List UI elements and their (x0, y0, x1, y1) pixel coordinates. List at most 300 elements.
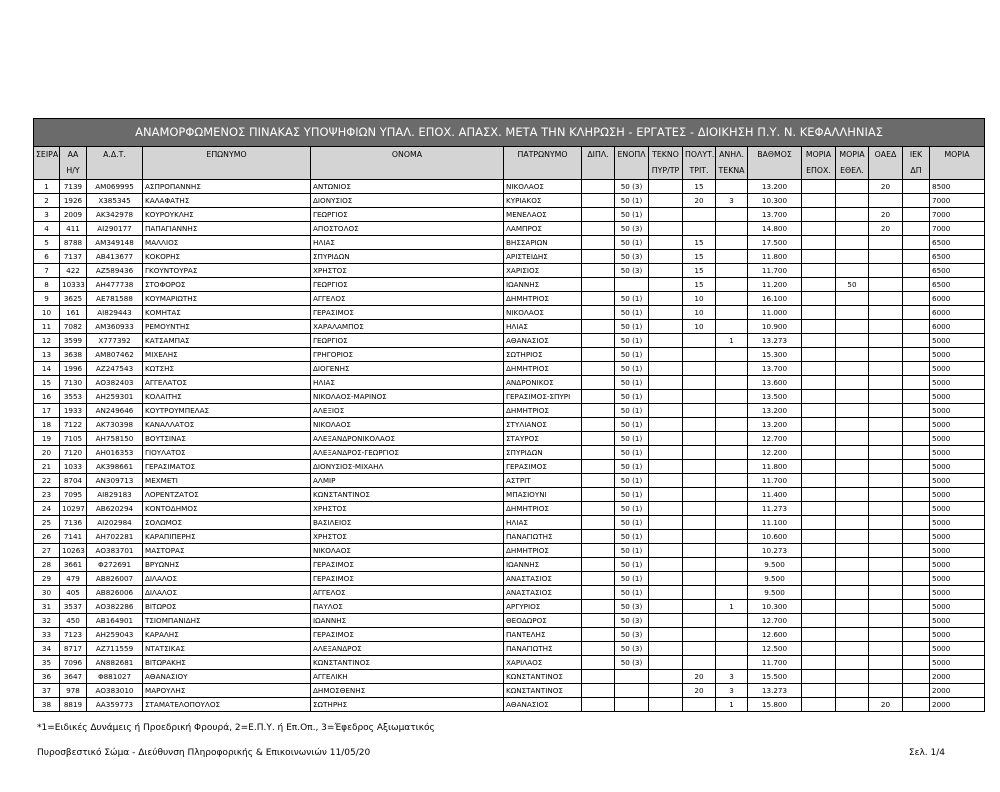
cell-moria-ethel (836, 488, 869, 502)
cell-adt: ΑΚ730398 (87, 418, 143, 432)
cell-patronymo: ΜΠΑΣΙΟΥΝΙ (504, 488, 582, 502)
cell-moria-ethel (836, 460, 869, 474)
table-row (34, 390, 985, 404)
cell-anil-tekna: 3 (716, 684, 748, 698)
cell-eponymo: ΚΟΥΡΟΥΚΛΗΣ (143, 208, 311, 222)
cell-patronymo: ΓΕΡΑΣΙΜΟΣ (504, 460, 582, 474)
cell-tekno-pyr (649, 418, 683, 432)
cell-adt: ΑΙ202984 (87, 516, 143, 530)
cell-patronymo: ΠΑΝΑΓΙΩΤΗΣ (504, 642, 582, 656)
cell-patronymo: ΑΘΑΝΑΣΙΟΣ (504, 698, 582, 712)
cell-vathmos: 10.273 (748, 544, 802, 558)
cell-adt: ΑΟ382403 (87, 376, 143, 390)
cell-oaed (869, 488, 903, 502)
cell-onoma: ΓΕΡΑΣΙΜΟΣ (311, 572, 504, 586)
cell-dipl (582, 586, 615, 600)
cell-moria-ethel (836, 236, 869, 250)
cell-moria-ethel (836, 558, 869, 572)
cell-moria-ethel (836, 586, 869, 600)
cell-moria-ethel (836, 390, 869, 404)
cell-adt: ΑΒ164901 (87, 614, 143, 628)
cell-onoma: ΧΡΗΣΤΟΣ (311, 530, 504, 544)
cell-oaed (869, 544, 903, 558)
cell-anil-tekna (716, 306, 748, 320)
cell-patronymo: ΔΗΜΗΤΡΙΟΣ (504, 362, 582, 376)
cell-eponymo: ΜΕΧΜΕΤΙ (143, 474, 311, 488)
cell-seira: 18 (34, 418, 60, 432)
cell-eponymo: ΚΟΚΟΡΗΣ (143, 250, 311, 264)
cell-vathmos: 10.300 (748, 194, 802, 208)
cell-aa-hy: 7105 (60, 432, 87, 446)
header-moria-epox-sub: ΕΠΟΧ. (802, 163, 836, 180)
cell-tekno-pyr (649, 404, 683, 418)
cell-polyt-trit (683, 404, 716, 418)
cell-patronymo: ΣΤΑΥΡΟΣ (504, 432, 582, 446)
cell-moria-ethel (836, 474, 869, 488)
cell-patronymo: ΘΕΟΔΩΡΟΣ (504, 614, 582, 628)
cell-oaed (869, 530, 903, 544)
cell-seira: 32 (34, 614, 60, 628)
cell-adt: ΑΗ259301 (87, 390, 143, 404)
cell-onoma: ΑΛΕΞΑΝΔΡΟΝΙΚΟΛΑΟΣ (311, 432, 504, 446)
cell-patronymo: ΑΝΑΣΤΑΣΙΟΣ (504, 572, 582, 586)
cell-iek-dp (903, 614, 930, 628)
cell-enopl: 50 (3) (615, 180, 649, 194)
cell-tekno-pyr (649, 208, 683, 222)
cell-tekno-pyr (649, 264, 683, 278)
cell-aa-hy: 1933 (60, 404, 87, 418)
cell-enopl (615, 698, 649, 712)
cell-anil-tekna (716, 432, 748, 446)
cell-eponymo: ΓΙΟΥΛΑΤΟΣ (143, 446, 311, 460)
cell-anil-tekna (716, 586, 748, 600)
cell-moria: 6500 (930, 278, 985, 292)
cell-vathmos: 13.200 (748, 180, 802, 194)
cell-moria-ethel (836, 544, 869, 558)
header-tekno-pyr-sub: ΠΥΡ/ΤΡ (649, 163, 683, 180)
cell-eponymo: ΚΑΛΑΦΑΤΗΣ (143, 194, 311, 208)
cell-seira: 9 (34, 292, 60, 306)
cell-enopl: 50 (3) (615, 222, 649, 236)
table-row (34, 698, 985, 712)
cell-patronymo: ΣΩΤΗΡΙΟΣ (504, 348, 582, 362)
cell-vathmos: 13.200 (748, 404, 802, 418)
cell-eponymo: ΚΟΛΑΙΤΗΣ (143, 390, 311, 404)
cell-vathmos: 10.300 (748, 600, 802, 614)
cell-iek-dp (903, 236, 930, 250)
cell-iek-dp (903, 502, 930, 516)
table-row (34, 530, 985, 544)
cell-enopl: 50 (1) (615, 432, 649, 446)
cell-anil-tekna (716, 642, 748, 656)
header-patronymo-sub (504, 163, 582, 180)
cell-onoma: ΑΛΕΞΑΝΔΡΟΣ-ΓΕΩΡΓΙΟΣ (311, 446, 504, 460)
cell-adt: ΑΜ349148 (87, 236, 143, 250)
cell-seira: 31 (34, 600, 60, 614)
cell-moria: 5000 (930, 642, 985, 656)
cell-moria-ethel (836, 250, 869, 264)
cell-seira: 10 (34, 306, 60, 320)
cell-iek-dp (903, 446, 930, 460)
cell-polyt-trit (683, 516, 716, 530)
cell-oaed (869, 236, 903, 250)
cell-moria: 5000 (930, 390, 985, 404)
cell-vathmos: 15.500 (748, 670, 802, 684)
cell-vathmos: 13.273 (748, 684, 802, 698)
cell-patronymo: ΧΑΡΙΛΑΟΣ (504, 656, 582, 670)
cell-tekno-pyr (649, 544, 683, 558)
cell-aa-hy: 3638 (60, 348, 87, 362)
cell-anil-tekna (716, 320, 748, 334)
cell-moria-epox (802, 600, 836, 614)
cell-vathmos: 17.500 (748, 236, 802, 250)
cell-onoma: ΑΝΤΩΝΙΟΣ (311, 180, 504, 194)
cell-dipl (582, 502, 615, 516)
cell-moria-epox (802, 544, 836, 558)
cell-seira: 20 (34, 446, 60, 460)
cell-iek-dp (903, 404, 930, 418)
cell-iek-dp (903, 222, 930, 236)
cell-seira: 23 (34, 488, 60, 502)
cell-moria-ethel (836, 404, 869, 418)
cell-polyt-trit (683, 544, 716, 558)
cell-enopl: 50 (1) (615, 362, 649, 376)
cell-adt: ΑΜ069995 (87, 180, 143, 194)
cell-moria-epox (802, 306, 836, 320)
cell-eponymo: ΜΑΛΛΙΟΣ (143, 236, 311, 250)
cell-vathmos: 9.500 (748, 558, 802, 572)
cell-eponymo: ΜΙΧΕΛΗΣ (143, 348, 311, 362)
cell-moria-epox (802, 404, 836, 418)
header-anil-tekna-sub: ΤΕΚΝΑ (716, 163, 748, 180)
cell-iek-dp (903, 180, 930, 194)
cell-seira: 29 (34, 572, 60, 586)
cell-polyt-trit: 15 (683, 180, 716, 194)
cell-iek-dp (903, 376, 930, 390)
header-oaed-sub (869, 163, 903, 180)
cell-vathmos: 13.500 (748, 390, 802, 404)
cell-enopl: 50 (1) (615, 320, 649, 334)
cell-moria: 5000 (930, 446, 985, 460)
cell-dipl (582, 628, 615, 642)
table-row (34, 264, 985, 278)
cell-oaed (869, 292, 903, 306)
cell-dipl (582, 390, 615, 404)
table-row (34, 586, 985, 600)
cell-iek-dp (903, 306, 930, 320)
cell-aa-hy: 8819 (60, 698, 87, 712)
cell-eponymo: ΚΩΤΣΗΣ (143, 362, 311, 376)
cell-adt: ΑΗ702281 (87, 530, 143, 544)
cell-polyt-trit (683, 628, 716, 642)
table-row (34, 334, 985, 348)
cell-dipl (582, 180, 615, 194)
header-onoma: ΟΝΟΜΑ (311, 147, 504, 164)
cell-moria-epox (802, 488, 836, 502)
table-row (34, 670, 985, 684)
cell-moria: 5000 (930, 348, 985, 362)
cell-onoma: ΑΛΕΞΙΟΣ (311, 404, 504, 418)
cell-oaed (869, 586, 903, 600)
cell-moria: 5000 (930, 614, 985, 628)
cell-iek-dp (903, 348, 930, 362)
cell-eponymo: ΚΑΤΣΑΜΠΑΣ (143, 334, 311, 348)
table-body (34, 180, 985, 712)
cell-onoma: ΑΓΓΕΛΟΣ (311, 586, 504, 600)
cell-tekno-pyr (649, 306, 683, 320)
cell-moria-epox (802, 614, 836, 628)
cell-moria-epox (802, 684, 836, 698)
header-patronymo: ΠΑΤΡΩΝΥΜΟ (504, 147, 582, 164)
cell-onoma: ΧΡΗΣΤΟΣ (311, 264, 504, 278)
cell-enopl: 50 (1) (615, 236, 649, 250)
cell-aa-hy: 7082 (60, 320, 87, 334)
header-adt-sub (87, 163, 143, 180)
cell-iek-dp (903, 362, 930, 376)
cell-patronymo: ΧΑΡΙΣΙΟΣ (504, 264, 582, 278)
cell-eponymo: ΣΟΛΩΜΟΣ (143, 516, 311, 530)
cell-anil-tekna: 1 (716, 600, 748, 614)
header-moria-ethel-sub: ΕΘΕΛ. (836, 163, 869, 180)
cell-onoma: ΑΠΟΣΤΟΛΟΣ (311, 222, 504, 236)
cell-polyt-trit (683, 614, 716, 628)
cell-patronymo: ΒΗΣΣΑΡΙΩΝ (504, 236, 582, 250)
cell-moria: 5000 (930, 334, 985, 348)
cell-moria-epox (802, 208, 836, 222)
cell-iek-dp (903, 544, 930, 558)
cell-oaed: 20 (869, 180, 903, 194)
cell-seira: 27 (34, 544, 60, 558)
cell-iek-dp (903, 334, 930, 348)
cell-seira: 33 (34, 628, 60, 642)
cell-enopl (615, 278, 649, 292)
cell-aa-hy: 7137 (60, 250, 87, 264)
cell-oaed: 20 (869, 698, 903, 712)
cell-moria: 5000 (930, 586, 985, 600)
cell-anil-tekna (716, 544, 748, 558)
table-row (34, 250, 985, 264)
cell-moria-ethel (836, 306, 869, 320)
cell-moria-epox (802, 236, 836, 250)
table-row (34, 572, 985, 586)
cell-onoma: ΙΩΑΝΝΗΣ (311, 614, 504, 628)
table-row (34, 460, 985, 474)
cell-anil-tekna (716, 376, 748, 390)
cell-iek-dp (903, 390, 930, 404)
cell-onoma: ΠΑΥΛΟΣ (311, 600, 504, 614)
cell-eponymo: ΑΣΠΡΟΠΑΝΝΗΣ (143, 180, 311, 194)
cell-moria-epox (802, 530, 836, 544)
cell-seira: 35 (34, 656, 60, 670)
cell-seira: 2 (34, 194, 60, 208)
cell-tekno-pyr (649, 628, 683, 642)
cell-tekno-pyr (649, 320, 683, 334)
cell-adt: ΑΜ807462 (87, 348, 143, 362)
cell-dipl (582, 572, 615, 586)
cell-iek-dp (903, 628, 930, 642)
cell-patronymo: ΑΡΓΥΡΙΟΣ (504, 600, 582, 614)
cell-iek-dp (903, 474, 930, 488)
cell-dipl (582, 670, 615, 684)
cell-dipl (582, 684, 615, 698)
cell-adt: ΑΟ382286 (87, 600, 143, 614)
cell-iek-dp (903, 516, 930, 530)
header-vathmos: ΒΑΘΜΟΣ (748, 147, 802, 164)
cell-onoma: ΑΛΕΞΑΝΔΡΟΣ (311, 642, 504, 656)
cell-moria-epox (802, 698, 836, 712)
cell-polyt-trit: 20 (683, 684, 716, 698)
cell-enopl: 50 (1) (615, 348, 649, 362)
cell-adt: ΑΟ383701 (87, 544, 143, 558)
table-row (34, 684, 985, 698)
table-row (34, 488, 985, 502)
cell-patronymo: ΔΗΜΗΤΡΙΟΣ (504, 404, 582, 418)
cell-seira: 15 (34, 376, 60, 390)
cell-tekno-pyr (649, 460, 683, 474)
cell-eponymo: ΔΙΛΑΛΟΣ (143, 586, 311, 600)
header-eponymo-sub (143, 163, 311, 180)
cell-vathmos: 11.700 (748, 656, 802, 670)
header-polyt-trit: ΠΟΛΥΤ. (683, 147, 716, 164)
cell-patronymo: ΓΕΡΑΣΙΜΟΣ-ΣΠΥΡΙ (504, 390, 582, 404)
cell-eponymo: ΑΘΑΝΑΣΙΟΥ (143, 670, 311, 684)
cell-adt: ΑΚ342978 (87, 208, 143, 222)
cell-polyt-trit (683, 334, 716, 348)
cell-polyt-trit: 10 (683, 306, 716, 320)
cell-oaed (869, 376, 903, 390)
cell-adt: Φ881027 (87, 670, 143, 684)
cell-vathmos: 9.500 (748, 572, 802, 586)
cell-dipl (582, 698, 615, 712)
cell-tekno-pyr (649, 334, 683, 348)
cell-anil-tekna: 1 (716, 698, 748, 712)
cell-patronymo: ΑΝΔΡΟΝΙΚΟΣ (504, 376, 582, 390)
table-row (34, 320, 985, 334)
cell-vathmos: 10.900 (748, 320, 802, 334)
footer-source: Πυροσβεστικό Σώμα - Διεύθυνση Πληροφορικής & Επικοινωνιών 11/05/20 (37, 748, 371, 758)
cell-eponymo: ΜΑΣΤΟΡΑΣ (143, 544, 311, 558)
cell-aa-hy: 450 (60, 614, 87, 628)
cell-adt: ΑΚ398661 (87, 460, 143, 474)
table-row (34, 362, 985, 376)
cell-adt: ΑΗ758150 (87, 432, 143, 446)
cell-dipl (582, 446, 615, 460)
cell-eponymo: ΒΟΥΤΣΙΝΑΣ (143, 432, 311, 446)
cell-onoma: ΣΠΥΡΙΔΩΝ (311, 250, 504, 264)
header-enopl-sub (615, 163, 649, 180)
cell-onoma: ΗΛΙΑΣ (311, 236, 504, 250)
cell-iek-dp (903, 530, 930, 544)
cell-patronymo: ΗΛΙΑΣ (504, 320, 582, 334)
cell-adt: ΑΙ829183 (87, 488, 143, 502)
cell-eponymo: ΚΑΝΑΛΛΑΤΟΣ (143, 418, 311, 432)
cell-iek-dp (903, 432, 930, 446)
cell-tekno-pyr (649, 390, 683, 404)
cell-moria: 6500 (930, 250, 985, 264)
cell-seira: 6 (34, 250, 60, 264)
cell-moria-ethel (836, 376, 869, 390)
cell-seira: 25 (34, 516, 60, 530)
cell-adt: ΑΒ826006 (87, 586, 143, 600)
cell-patronymo: ΝΙΚΟΛΑΟΣ (504, 180, 582, 194)
cell-moria-epox (802, 586, 836, 600)
cell-vathmos: 13.200 (748, 418, 802, 432)
cell-moria: 5000 (930, 460, 985, 474)
cell-vathmos: 11.000 (748, 306, 802, 320)
cell-aa-hy: 405 (60, 586, 87, 600)
cell-adt: ΑΖ247543 (87, 362, 143, 376)
cell-moria-ethel (836, 698, 869, 712)
cell-tekno-pyr (649, 600, 683, 614)
cell-oaed (869, 194, 903, 208)
cell-vathmos: 12.700 (748, 614, 802, 628)
cell-anil-tekna (716, 446, 748, 460)
cell-seira: 34 (34, 642, 60, 656)
cell-dipl (582, 544, 615, 558)
cell-aa-hy: 479 (60, 572, 87, 586)
cell-moria-epox (802, 348, 836, 362)
header-row (34, 147, 985, 164)
cell-dipl (582, 474, 615, 488)
header-moria-sub (930, 163, 985, 180)
cell-vathmos: 11.200 (748, 278, 802, 292)
cell-aa-hy: 7139 (60, 180, 87, 194)
header-dipl-sub (582, 163, 615, 180)
cell-onoma: ΓΕΡΑΣΙΜΟΣ (311, 306, 504, 320)
cell-moria: 2000 (930, 684, 985, 698)
cell-vathmos: 12.600 (748, 628, 802, 642)
cell-moria-ethel (836, 572, 869, 586)
cell-eponymo: ΚΑΡΑΛΗΣ (143, 628, 311, 642)
cell-vathmos: 12.700 (748, 432, 802, 446)
cell-polyt-trit: 10 (683, 320, 716, 334)
cell-moria-ethel (836, 446, 869, 460)
cell-iek-dp (903, 600, 930, 614)
cell-enopl: 50 (1) (615, 194, 649, 208)
cell-polyt-trit (683, 558, 716, 572)
cell-moria: 6500 (930, 236, 985, 250)
cell-aa-hy: 1033 (60, 460, 87, 474)
table-row (34, 292, 985, 306)
cell-moria-epox (802, 292, 836, 306)
cell-aa-hy: 3625 (60, 292, 87, 306)
cell-iek-dp (903, 292, 930, 306)
cell-polyt-trit: 10 (683, 292, 716, 306)
cell-eponymo: ΓΕΡΑΣΙΜΑΤΟΣ (143, 460, 311, 474)
cell-enopl: 50 (1) (615, 306, 649, 320)
cell-iek-dp (903, 684, 930, 698)
cell-patronymo: ΜΕΝΕΛΑΟΣ (504, 208, 582, 222)
cell-adt: ΑΖ711559 (87, 642, 143, 656)
cell-polyt-trit (683, 390, 716, 404)
cell-anil-tekna (716, 488, 748, 502)
table-row (34, 474, 985, 488)
cell-moria-ethel (836, 194, 869, 208)
cell-eponymo: ΚΑΡΑΠΙΠΕΡΗΣ (143, 530, 311, 544)
cell-seira: 17 (34, 404, 60, 418)
cell-eponymo: ΣΤΟΦΟΡΟΣ (143, 278, 311, 292)
cell-aa-hy: 8704 (60, 474, 87, 488)
cell-onoma: ΓΕΡΑΣΙΜΟΣ (311, 628, 504, 642)
cell-onoma: ΚΩΝΣΤΑΝΤΙΝΟΣ (311, 488, 504, 502)
cell-enopl: 50 (1) (615, 446, 649, 460)
cell-dipl (582, 222, 615, 236)
cell-anil-tekna (716, 530, 748, 544)
table-row (34, 306, 985, 320)
cell-iek-dp (903, 264, 930, 278)
cell-seira: 11 (34, 320, 60, 334)
cell-moria-epox (802, 670, 836, 684)
